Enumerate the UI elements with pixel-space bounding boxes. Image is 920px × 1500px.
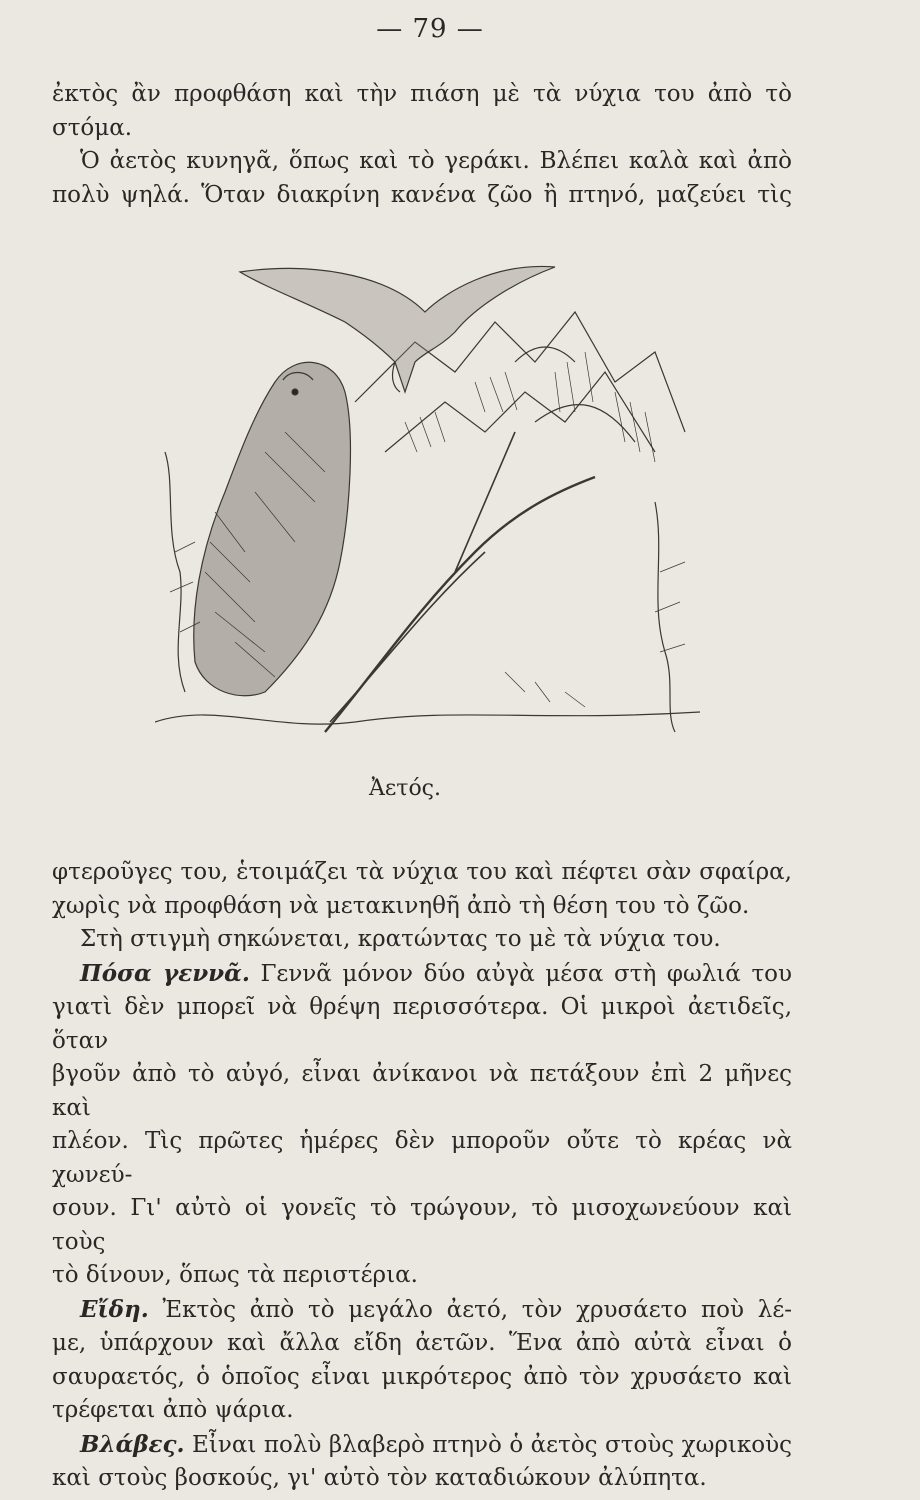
section-heading: Εἴδη. [80, 1295, 149, 1323]
text-line: χωρὶς νὰ προφθάση νὰ μετακινηθῆ ἀπὸ τὴ θέση του τὸ ζῶο. [52, 892, 750, 919]
text-line: Εἶναι πολὺ βλαβερὸ πτηνὸ ὁ ἀετὸς στοὺς χωρικοὺς [192, 1431, 792, 1458]
text-line: καὶ στοὺς βοσκούς, γι' αὐτὸ τὸν καταδιώκουν ἀλύπητα. [52, 1465, 707, 1491]
text-line: Γεννᾶ μόνον δύο αὐγὰ μέσα στὴ φωλιά του [260, 960, 793, 987]
text-line: πολὺ ψηλά. Ὅταν διακρίνη κανένα ζῶο ἢ πτηνό, μαζεύει τὶς [52, 181, 792, 208]
text-line: γιατὶ δὲν μπορεῖ νὰ θρέψη περισσότερα. Οἱ μικροὶ ἀετιδεῖς, ὅταν [52, 994, 792, 1054]
text-line: βγοῦν ἀπὸ τὸ αὐγό, εἶναι ἀνίκανοι νὰ πετάξουν ἐπὶ 2 μῆνες καὶ [52, 1061, 792, 1121]
text-line: σουν. Γι' αὐτὸ οἱ γονεῖς τὸ τρώγουν, τὸ μισοχωνεύουν καὶ τοὺς [52, 1195, 792, 1255]
section-heading: Βλάβες. [80, 1430, 185, 1458]
text-line: τρέφεται ἀπὸ ψάρια. [52, 1397, 294, 1423]
page-number: — 79 — [376, 14, 484, 44]
text-line: φτεροῦγες του, ἑτοιμάζει τὰ νύχια του καὶ πέφτει σὰν σφαίρα, [52, 859, 792, 885]
text-line: Στὴ στιγμὴ σηκώνεται, κρατώντας το μὲ τὰ νύχια του. [80, 926, 721, 952]
text-line: με, ὑπάρχουν καὶ ἄλλα εἴδη ἀετῶν. Ἕνα ἀπὸ αὐτὰ εἶναι ὁ [52, 1330, 792, 1356]
paragraph-top [52, 78, 792, 212]
figure-caption: Ἀετός. [368, 776, 441, 801]
section-first-line [52, 1293, 792, 1328]
text-line: πλέον. Τὶς πρῶτες ἡμέρες δὲν μποροῦν οὔτε τὸ κρέας νὰ χωνεύ- [52, 1128, 792, 1188]
eagle-illustration [155, 252, 700, 744]
section-heading: Πόσα γεννᾶ. [80, 959, 250, 987]
text-line: Ἐκτὸς ἀπὸ τὸ μεγάλο ἀετό, τὸν χρυσάετο ποὺ λέ- [162, 1296, 793, 1323]
paragraph-bottom [52, 856, 792, 1496]
text-line: στόμα. [52, 114, 133, 141]
section-first-line [52, 957, 792, 992]
text-line: Ὁ ἀετὸς κυνηγᾶ, ὅπως καὶ τὸ γεράκι. Βλέπει καλὰ καὶ ἀπὸ [80, 148, 792, 174]
text-line: σαυραετός, ὁ ὁποῖος εἶναι μικρότερος ἀπὸ τὸν χρυσάετο καὶ [52, 1363, 792, 1390]
section-first-line [52, 1428, 792, 1463]
text-line: ἐκτὸς ἂν προφθάση καὶ τὴν πιάση μὲ τὰ νύχια του ἀπὸ τὸ [52, 81, 792, 107]
text-line: τὸ δίνουν, ὅπως τὰ περιστέρια. [52, 1262, 418, 1288]
